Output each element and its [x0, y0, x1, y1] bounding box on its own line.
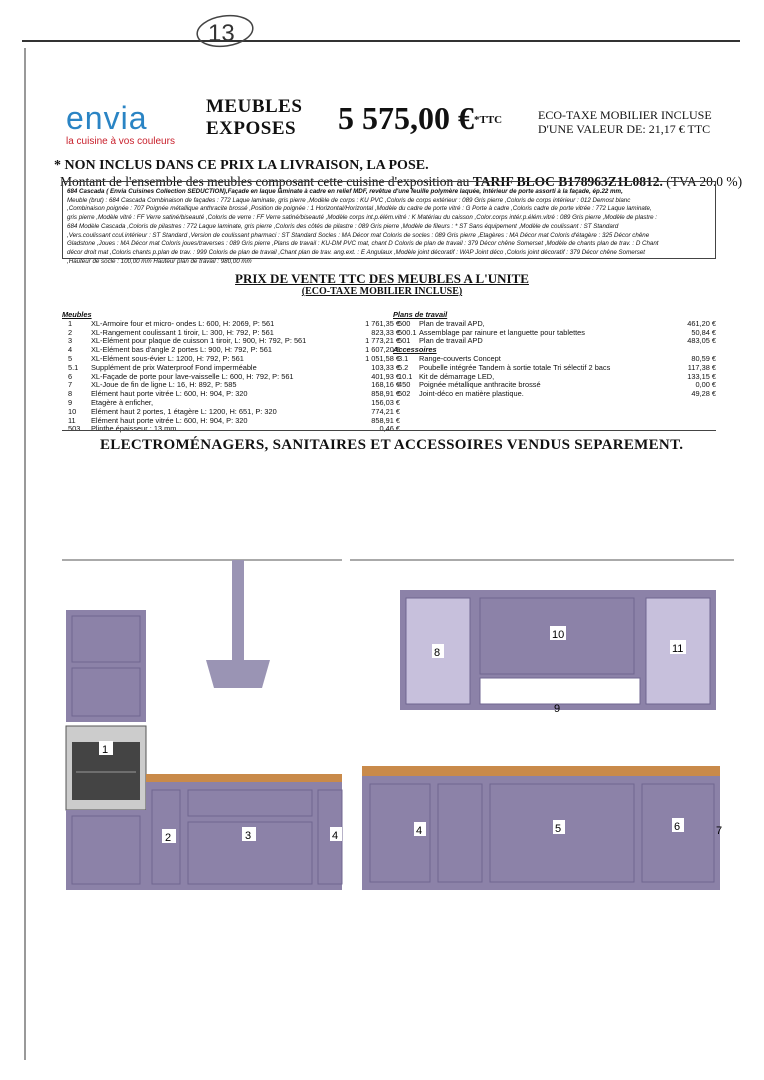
- item-label: Plan de travail APD: [419, 336, 483, 346]
- tarif-code: TARIF BLOC B178963Z1L0812.: [472, 174, 663, 189]
- tva-rate: (TVA 20.0 %): [666, 174, 743, 189]
- worktop-accessory-table: [393, 311, 716, 399]
- item-price: 133,15 €: [687, 371, 716, 381]
- item-price: 0,46 €: [379, 424, 400, 434]
- pricing-title: PRIX DE VENTE TTC DES MEUBLES A L'UNITE: [235, 271, 529, 286]
- svg-text:3: 3: [245, 830, 252, 842]
- item-price: 50,84 €: [691, 327, 716, 337]
- item-label: Range-couverts Concept: [419, 353, 501, 363]
- handwritten-number: [192, 12, 262, 52]
- hood-canopy: [206, 660, 270, 688]
- item-ref: 503: [68, 424, 81, 434]
- eco-tax-note: [538, 108, 712, 136]
- total-price: [338, 100, 502, 137]
- item-ref: 450: [398, 380, 411, 390]
- item-ref: 7: [68, 380, 73, 390]
- description-line: ,Hauteur de socle : 100,00 mm Hauteur plan de travail : 980,00 mm: [67, 257, 252, 265]
- description-line: ,Vers.coulissant ccul.intérieur : ST Standard ,Version de coulissant pharmaci : ST Standard Socles : MA Décor mat Coloris de socles : 089 Gris pierre ,Etagères : MA Décor mat Coloris d'étagère : 325 Décor chêne: [67, 231, 650, 239]
- footer-note: ELECTROMÉNAGERS, SANITAIRES ET ACCESSOIRES VENDUS SEPAREMENT.: [100, 437, 684, 453]
- description-line: Meuble (brut) : 684 Cascada Combinaison de façades : 772 Laque laminate, gris pierre ,Modèle de corps : KU PVC ,Coloris de corps extérieur : 089 Gris pierre ,Coloris de corps intérieur : 012 Demost blanc: [67, 196, 631, 204]
- table-row: [393, 337, 716, 346]
- description-line: gris pierre ,Modèle vitré : FF Verre satiné/biseauté ,Coloris de verre : FF Verre satiné/biseauté ,Modèle corps int.p.élém.vitré : K Matériau du caisson ,Color.corps intér.p.élém.vitré : 089 Gris pierre ,Modèle de plastre :: [67, 214, 658, 222]
- item-price: 49,28 €: [691, 389, 716, 399]
- description-line: décor droit mat ,Coloris chants p.plan de trav. : 999 Coloris de plan de travail ,Chant plan de trav. ang.ext. : E Angulaux ,Modèle joint décoratif : WAP Joint déco ,Coloris joint décoratif : 379 Décor chêne Somerset: [67, 248, 646, 256]
- item-ref: 1: [68, 318, 73, 328]
- item-label: XL-Elément bas d'angle 2 portes L: 900, H: 792, P: 561: [91, 345, 272, 355]
- item-price: 483,05 €: [687, 336, 716, 346]
- description-line: 684 Modèle Cascada ,Coloris de pilastres : 772 Laque laminate, gris pierre ,Coloris des côtés de pilastre : 089 Gris pierre ,Modèle de fileurs : * ST Sans équipement ,Modèle de coulissant : ST Standard: [67, 222, 619, 230]
- tall-unit-upper: [66, 610, 146, 722]
- item-price: 156,03 €: [371, 397, 400, 407]
- description-title: 684 Cascada ( Envia Cuisines Collection SEDUCTION),Façade en laque laminate à cadre en relief MDF, revêtue d'une feuille polymère laquée, Intérieur de porte assorti à la façade, ép.22 mm,: [67, 188, 623, 195]
- item-ref: 6: [68, 371, 73, 381]
- header-title: [206, 96, 302, 140]
- description-box: [62, 181, 716, 265]
- item-ref: 9: [68, 397, 73, 407]
- item-label: XL-Elément pour plaque de cuisson 1 tiroir, L: 900, H: 792, P: 561: [91, 336, 307, 346]
- item-price: 461,20 €: [687, 318, 716, 328]
- item-label: Poubelle intégrée Tandem à sortie totale Tri sélectif 2 bacs: [419, 362, 611, 372]
- svg-text:8: 8: [434, 647, 441, 659]
- eco-line-2: D'UNE VALEUR DE: 21,17 € TTC: [538, 122, 711, 136]
- item-ref: 5.1: [68, 362, 79, 372]
- item-price: 117,38 €: [687, 362, 716, 372]
- item-price: 823,33 €: [371, 327, 400, 337]
- item-label: XL-Elément sous-évier L: 1200, H: 792, P: 561: [91, 353, 244, 363]
- item-ref: 3.1: [398, 353, 409, 363]
- description-line: ,Combinaison poignée : 707 Poignée métallique anthracite brossé ,Position de poignée : 1 Horizontal/Horizontal ,Modèle du cadre de porte vitré : G Porte à cadre ,Coloris cadre de porte vitrée : 772 Laque laminate,: [67, 205, 652, 213]
- svg-text:10: 10: [552, 629, 565, 641]
- item-label: Etagère à enficher,: [91, 397, 154, 407]
- item-label: Kit de démarrage LED,: [419, 371, 495, 381]
- item-label: Plan de travail APD,: [419, 318, 485, 328]
- pricing-subtitle: (ECO-TAXE MOBILIER INCLUSE): [301, 286, 463, 297]
- svg-text:11: 11: [672, 643, 684, 655]
- item-price: 103,33 €: [371, 362, 400, 372]
- logo: [66, 100, 148, 137]
- eco-line-1: ECO-TAXE MOBILIER INCLUSE: [538, 108, 712, 122]
- item-price: 80,59 €: [691, 353, 716, 363]
- table-row: [393, 390, 716, 399]
- logo-name: envia: [66, 100, 148, 136]
- item-label: XL-Joue de fin de ligne L: 16, H: 892, P: 585: [91, 380, 237, 390]
- item-price: 168,16 €: [371, 380, 400, 390]
- kitchen-drawing-right: [350, 556, 740, 896]
- item-label: Elément haut porte vitrée L: 600, H: 904, P: 320: [91, 389, 248, 399]
- item-price: 1 051,58 €: [365, 353, 400, 363]
- svg-text:4: 4: [332, 830, 339, 842]
- svg-text:5: 5: [555, 823, 562, 835]
- item-ref: 2: [68, 327, 73, 337]
- item-label: Supplément de prix Waterproof Fond imperméable: [91, 362, 257, 372]
- item-ref: 500.1: [398, 327, 417, 337]
- kitchen-drawing-left: [62, 560, 342, 900]
- item-price: 401,93 €: [371, 371, 400, 381]
- item-price: 774,21 €: [371, 406, 400, 416]
- worktop-section-title: Plans de travail: [393, 310, 448, 319]
- item-price: 858,91 €: [371, 389, 400, 399]
- item-label: XL-Façade de porte pour lave-vaisselle L: 600, H: 792, P: 561: [91, 371, 294, 381]
- accessory-section-title: Accessoires: [393, 345, 437, 355]
- svg-text:2: 2: [165, 832, 172, 844]
- item-ref: 5.2: [398, 362, 409, 372]
- hood-chimney: [232, 560, 244, 660]
- item-ref: 10.1: [398, 371, 413, 381]
- total-note-prefix: Montant de l'ensemble des meubles composant cette cuisine d'exposition au: [60, 174, 470, 189]
- item-price: 858,91 €: [371, 415, 400, 425]
- page-frame-left: [24, 48, 26, 1060]
- item-ref: 8: [68, 389, 73, 399]
- svg-text:13: 13: [208, 20, 235, 47]
- item-label: XL-Rangement coulissant 1 tiroir, L: 300, H: 792, P: 561: [91, 327, 274, 337]
- furniture-section-title: Meubles: [62, 310, 92, 319]
- item-label: XL-Armoire four et micro- ondes L: 600, H: 2069, P: 561: [91, 318, 275, 328]
- price-suffix: *TTC: [474, 114, 503, 126]
- item-ref: 10: [68, 406, 77, 416]
- svg-text:1: 1: [102, 744, 109, 756]
- item-label: Elément haut 2 portes, 1 étagère L: 1200, H: 651, P: 320: [91, 406, 277, 416]
- item-ref: 11: [68, 415, 76, 425]
- exclusion-note: * NON INCLUS DANS CE PRIX LA LIVRAISON, LA POSE.: [54, 158, 429, 173]
- price-value: 5 575,00 €: [338, 100, 474, 136]
- item-ref: 500: [398, 318, 411, 328]
- item-label: Plinthe épaisseur : 13 mm: [91, 424, 177, 434]
- worktop-right: [362, 766, 720, 776]
- item-price: 1 761,35 €: [365, 318, 400, 328]
- item-ref: 5: [68, 353, 73, 363]
- item-ref: 501: [398, 336, 411, 346]
- item-price: 1 607,20 €: [365, 345, 400, 355]
- svg-text:4: 4: [416, 825, 423, 837]
- item-label: Elément haut porte vitrée L: 600, H: 904, P: 320: [91, 415, 248, 425]
- header-line-1: MEUBLES: [206, 96, 303, 117]
- header-line-2: EXPOSES: [206, 118, 297, 139]
- page-frame-top: [22, 40, 740, 42]
- item-ref: 3: [68, 336, 73, 346]
- item-price: 1 773,21 €: [365, 336, 400, 346]
- item-label: Joint-déco en matière plastique.: [419, 389, 524, 399]
- worktop-left: [146, 774, 342, 782]
- logo-tagline: la cuisine à vos couleurs: [66, 136, 175, 147]
- description-line: Gladstone ,Joues : MA Décor mat Coloris joues/traverses : 089 Gris pierre ,Plans de travail : KU-DM PVC mat, chant D Coloris de plan de travail : 379 Décor chêne Somerset ,Modèle de chants plan de trav. : D Chant: [67, 240, 659, 248]
- svg-text:7: 7: [716, 825, 723, 837]
- item-label: Poignée métallique anthracite brossé: [419, 380, 541, 390]
- item-ref: 4: [68, 345, 73, 355]
- item-price: 0,00 €: [695, 380, 716, 390]
- item-ref: 502: [398, 389, 411, 399]
- item-label: Assemblage par rainure et languette pour tablettes: [419, 327, 585, 337]
- furniture-table: [62, 311, 400, 434]
- svg-text:6: 6: [674, 821, 681, 833]
- svg-text:9: 9: [554, 703, 561, 715]
